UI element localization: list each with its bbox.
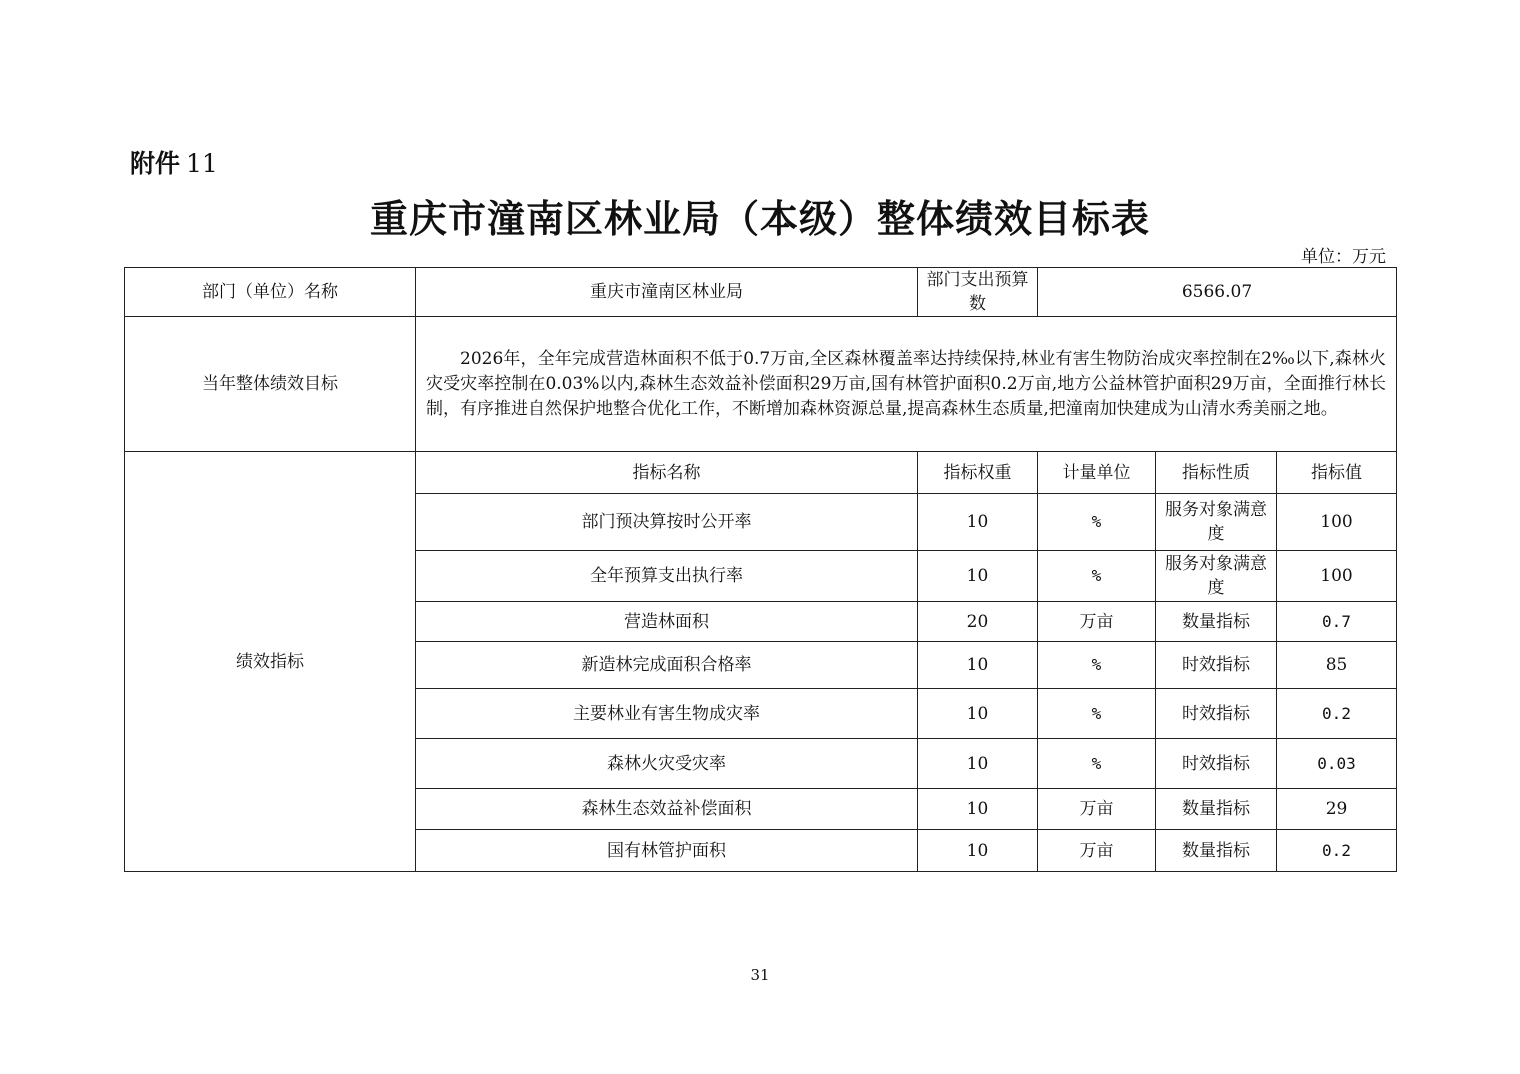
indicator-name: 森林火灾受灾率 [416,739,918,789]
indicator-unit: % [1038,494,1156,551]
indicator-weight: 20 [918,602,1038,642]
indicator-value: 0.7 [1277,602,1397,642]
indicator-value: 85 [1277,642,1397,689]
indicator-unit: % [1038,689,1156,739]
indicator-value: 100 [1277,551,1397,602]
indicator-nature: 时效指标 [1156,642,1277,689]
budget-value: 6566.07 [1038,268,1397,317]
indicators-section-label: 绩效指标 [125,452,416,872]
indicator-value: 29 [1277,789,1397,830]
performance-table [124,267,1397,872]
indicator-weight: 10 [918,551,1038,602]
indicator-unit: 万亩 [1038,830,1156,872]
indicator-weight: 10 [918,642,1038,689]
indicator-value: 0.2 [1277,830,1397,872]
attachment-number: 11 [186,149,218,178]
indicator-unit: 万亩 [1038,789,1156,830]
indicator-nature: 时效指标 [1156,689,1277,739]
header-indicator-value: 指标值 [1277,452,1397,494]
attachment-label-text: 附件 [130,149,181,178]
dept-name-label: 部门（单位）名称 [125,268,416,317]
indicator-name: 部门预决算按时公开率 [416,494,918,551]
indicator-nature: 时效指标 [1156,739,1277,789]
indicator-name: 全年预算支出执行率 [416,551,918,602]
attachment-label [130,144,218,180]
header-indicator-name: 指标名称 [416,452,918,494]
indicator-weight: 10 [918,689,1038,739]
unit-label: 单位：万元 [1301,247,1386,267]
indicator-value: 100 [1277,494,1397,551]
indicator-weight: 10 [918,739,1038,789]
indicator-unit: % [1038,642,1156,689]
indicator-nature: 服务对象满意度 [1156,551,1277,602]
indicator-nature: 数量指标 [1156,830,1277,872]
indicator-value: 0.2 [1277,689,1397,739]
indicator-unit: 万亩 [1038,602,1156,642]
budget-label: 部门支出预算数 [918,268,1038,317]
indicator-weight: 10 [918,789,1038,830]
indicator-name: 营造林面积 [416,602,918,642]
indicator-weight: 10 [918,494,1038,551]
indicator-name: 主要林业有害生物成灾率 [416,689,918,739]
indicator-nature: 服务对象满意度 [1156,494,1277,551]
indicator-nature: 数量指标 [1156,789,1277,830]
goal-label: 当年整体绩效目标 [125,317,416,452]
indicator-unit: % [1038,739,1156,789]
goal-row [125,317,1397,452]
page-title: 重庆市潼南区林业局（本级）整体绩效目标表 [369,197,1150,241]
indicator-header-row [125,452,1397,494]
indicator-name: 国有林管护面积 [416,830,918,872]
header-indicator-nature: 指标性质 [1156,452,1277,494]
page-number: 31 [750,966,770,984]
indicator-name: 森林生态效益补偿面积 [416,789,918,830]
dept-name-value: 重庆市潼南区林业局 [416,268,918,317]
indicator-weight: 10 [918,830,1038,872]
goal-text: 2026年，全年完成营造林面积不低于0.7万亩,全区森林覆盖率达持续保持,林业有害生物防治成灾率控制在2‰以下,森林火灾受灾率控制在0.03%以内,森林生态效益补偿面积29万亩,国有林管护面积0.2万亩,地方公益林管护面积29万亩，全面推行林长制，有序推进自然保护地整合优化工作，不断增加森林资源总量,提高森林生态质量,把潼南加快建成为山清水秀美丽之地。 [416,317,1397,452]
header-indicator-unit: 计量单位 [1038,452,1156,494]
indicator-name: 新造林完成面积合格率 [416,642,918,689]
indicator-value: 0.03 [1277,739,1397,789]
indicator-nature: 数量指标 [1156,602,1277,642]
header-indicator-weight: 指标权重 [918,452,1038,494]
indicator-unit: % [1038,551,1156,602]
dept-row [125,268,1397,317]
